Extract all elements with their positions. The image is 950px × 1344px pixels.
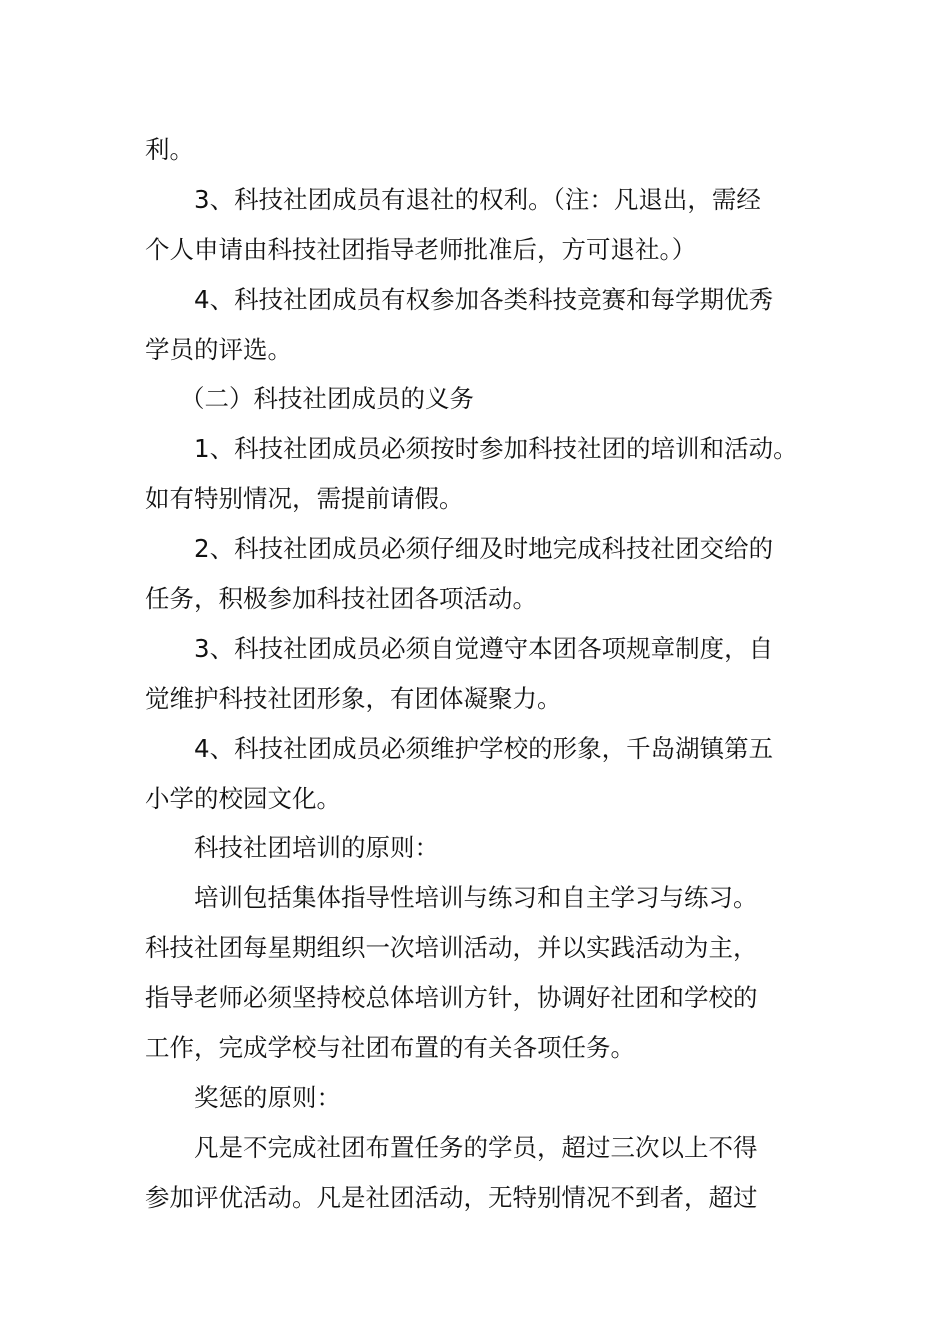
paragraph-line: 2、科技社团成员必须仔细及时地完成科技社团交给的: [194, 534, 774, 563]
paragraph-line: 凡是不完成社团布置任务的学员，超过三次以上不得: [194, 1133, 758, 1162]
paragraph-line: 1、科技社团成员必须按时参加科技社团的培训和活动。: [194, 434, 798, 463]
paragraph-line: 4、科技社团成员有权参加各类科技竞赛和每学期优秀: [194, 285, 774, 314]
paragraph-line: 觉维护科技社团形象，有团体凝聚力。: [145, 684, 562, 713]
paragraph-line: 培训包括集体指导性培训与练习和自主学习与练习。: [194, 883, 758, 912]
paragraph-line: 个人申请由科技社团指导老师批准后，方可退社。）: [145, 235, 697, 264]
section-heading: 科技社团培训的原则：: [194, 833, 439, 862]
paragraph-line: 指导老师必须坚持校总体培训方针，协调好社团和学校的: [145, 983, 758, 1012]
paragraph-line: 利。: [145, 135, 194, 164]
paragraph-line: 任务，积极参加科技社团各项活动。: [145, 584, 537, 613]
paragraph-line: 参加评优活动。凡是社团活动，无特别情况不到者，超过: [145, 1183, 758, 1212]
paragraph-line: 学员的评选。: [145, 335, 292, 364]
paragraph-line: 工作，完成学校与社团布置的有关各项任务。: [145, 1033, 635, 1062]
section-heading: （二）科技社团成员的义务: [180, 384, 474, 413]
paragraph-line: 3、科技社团成员必须自觉遵守本团各项规章制度，自: [194, 634, 774, 663]
paragraph-line: 如有特别情况，需提前请假。: [145, 484, 464, 513]
paragraph-line: 科技社团每星期组织一次培训活动，并以实践活动为主，: [145, 933, 758, 962]
paragraph-line: 3、科技社团成员有退社的权利。（注：凡退出，需经: [194, 185, 761, 214]
paragraph-line: 4、科技社团成员必须维护学校的形象，千岛湖镇第五: [194, 734, 774, 763]
section-heading: 奖惩的原则：: [194, 1083, 341, 1112]
paragraph-line: 小学的校园文化。: [145, 784, 341, 813]
